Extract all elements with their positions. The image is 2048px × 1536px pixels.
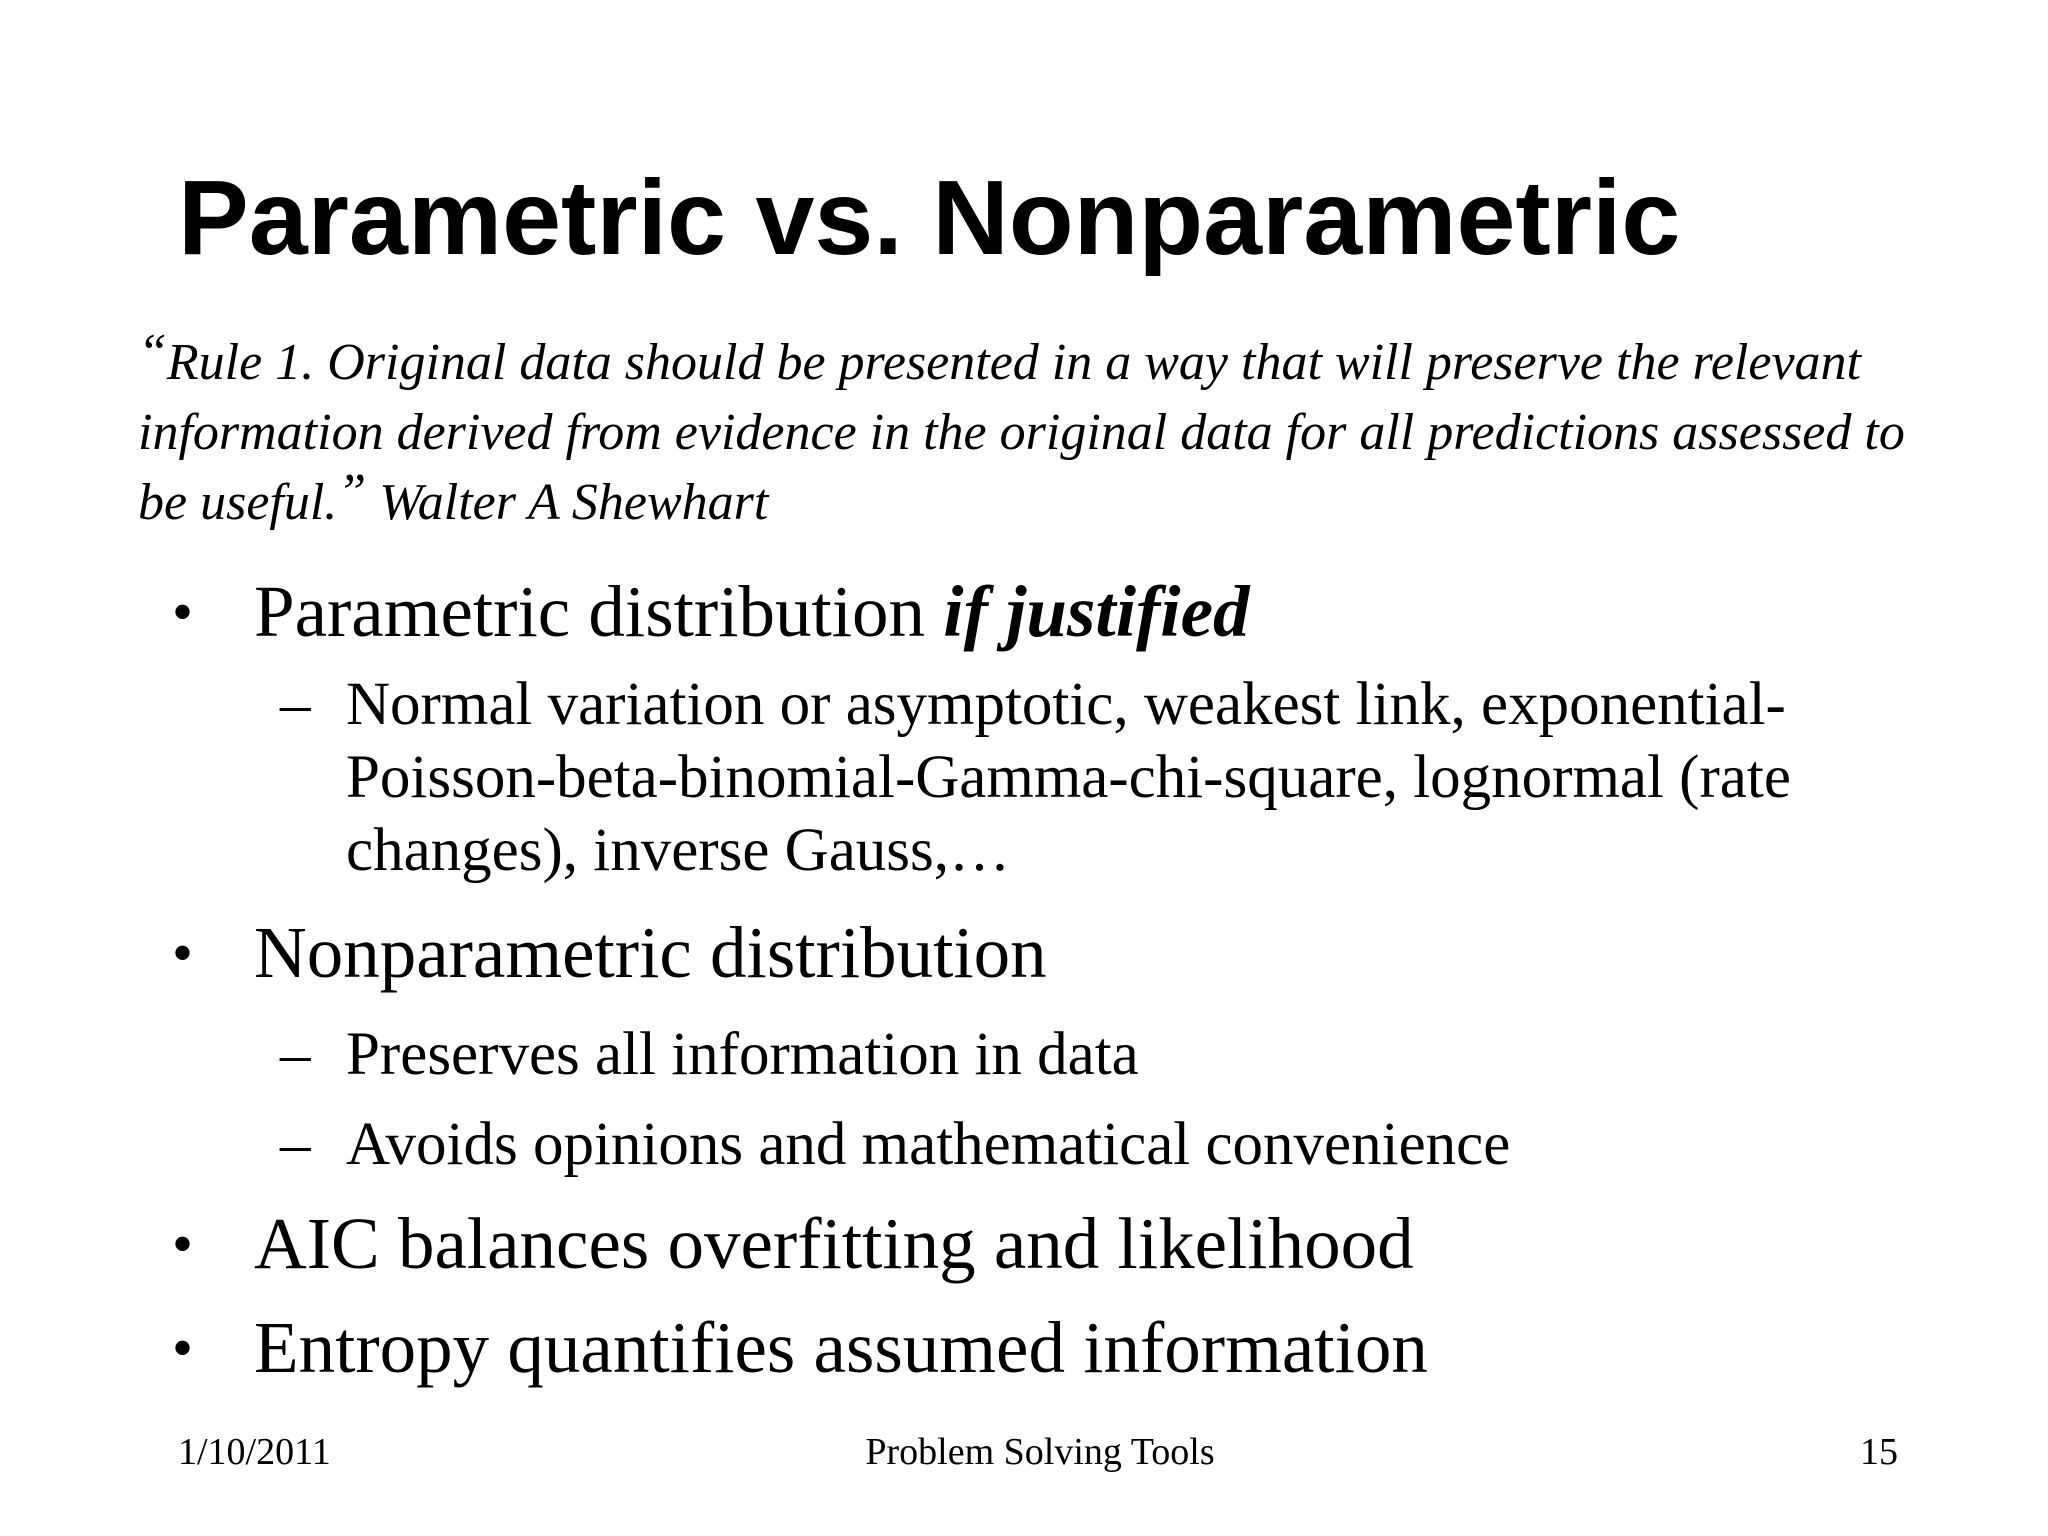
bullet-text: AIC balances overfitting and likelihood [254,1203,1414,1284]
dash-glyph: – [280,1111,311,1178]
sub-bullet-text: Preserves all information in data [346,1021,1139,1088]
dash-glyph: – [280,1021,311,1088]
sub-bullet-item [280,1018,1946,1091]
bullet-text: Entropy quantifies assumed information [254,1307,1428,1388]
slide-title: Parametric vs. Nonparametric [178,159,1681,277]
bullet-glyph: • [172,579,194,645]
bullet-text: Parametric distribution [254,571,944,652]
bullet-item [172,913,1047,993]
shewhart-quote [138,324,1918,538]
bullet-text: Nonparametric distribution [254,912,1047,993]
quote-open-mark: “ [138,324,167,381]
page-number: 15 [1860,1431,1898,1473]
sub-bullet-item [280,1108,1946,1181]
bullet-glyph: • [172,920,194,986]
bullet-glyph: • [172,1315,194,1381]
footer-title: Problem Solving Tools [865,1431,1215,1473]
footer-date: 1/10/2011 [178,1431,331,1473]
bullet-item [172,1204,1414,1284]
bullet-item [172,572,1249,652]
sub-bullet-item [280,668,1946,887]
bullet-glyph: • [172,1211,194,1277]
bullet-emphasis: if justified [943,571,1250,652]
dash-glyph: – [280,671,311,738]
sub-bullet-text: Normal variation or asymptotic, weakest link, exponential-Poisson-beta-binomial-Gamma-chi-square, lognormal (rate changes), inverse Gauss,… [346,671,1791,884]
bullet-item [172,1308,1428,1388]
quote-close-mark: ” [337,464,367,521]
sub-bullet-text: Avoids opinions and mathematical convenience [346,1111,1511,1178]
quote-attribution: Walter A Shewhart [366,474,769,531]
quote-text: Rule 1. Original data should be presented in a way that will preserve the relevant information derived from evidence in the original data for all predictions assessed to be useful. [138,334,1905,531]
